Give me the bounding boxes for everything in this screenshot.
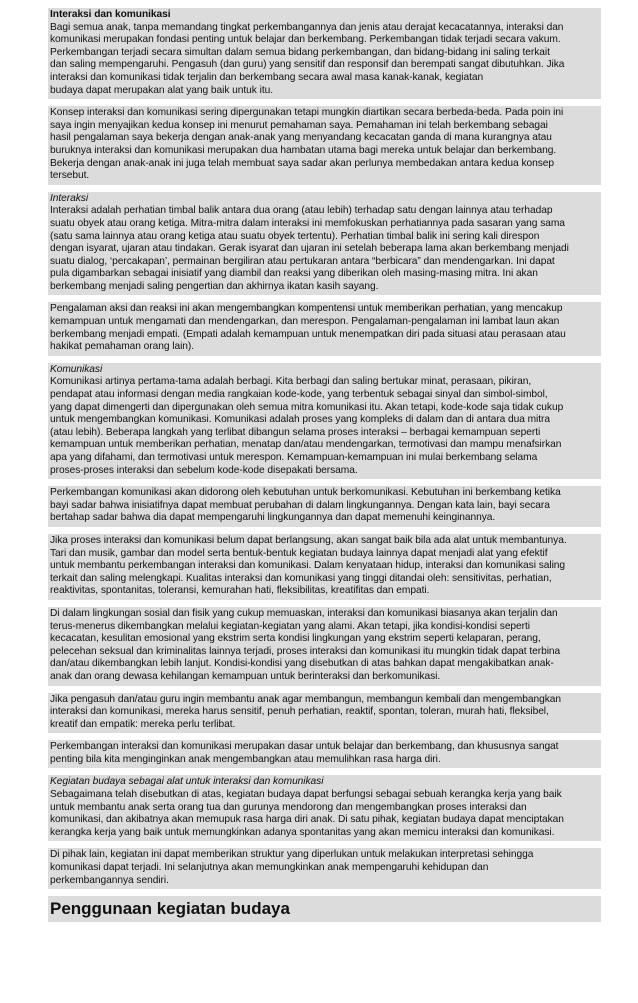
paragraph: Jika proses interaksi dan komunikasi belum dapat berlangsung, akan sangat baik bila ada alat untuk membantunya. Tari dan musik, gambar dan model serta bentuk-bentuk kegiatan budaya lainnya dapat menjadi alat yang efektif untuk membantu perkembangan interaksi dan komunikasi. Dalam kenyataan hidup, interaksi dan komunikasi saling terkait dan saling melengkapi. Kualitas interaksi dan komunikasi yang tinggi ditandai oleh: sensitivitas, perhatian, reaktivitas, spontanitas, toleransi, kemurahan hati, fleksibilitas, kreatifitas dan empati.: [48, 534, 601, 600]
paragraph: Interaksi adalah perhatian timbal balik antara dua orang (atau lebih) terhadap satu dengan lainnya atau terhadap suatu obyek atau orang ketiga. Mitra-mitra dalam interaksi ini memfokuskan perhatiannya pada sasaran yang sama (satu sama lainnya atau orang ketiga atau suatu obyek tertentu). Perhatian timbal balik ini sering kali direspon dengan isyarat, ujaran atau tindakan. Gerak isyarat dan ujaran ini setelah beberapa lama akan berkembang menjadi suatu dialog, ‘percakapan’, permainan bergiliran atau pertukaran antara “berbicara” dan mendengarkan. Ini dapat pula digambarkan sebagai inisiatif yang diambil dan reaksi yang diberikan oleh masing-masing mitra. Ini akan berkembang menjadi saling pengertian dan akhirnya ikatan kasih sayang.: [50, 205, 569, 292]
paragraph-gap: [48, 686, 601, 693]
section-kegiatan-budaya: [48, 775, 601, 841]
paragraph-gap: [48, 185, 601, 192]
paragraph: Perkembangan interaksi dan komunikasi merupakan dasar untuk belajar dan berkembang, dan khususnya sangat penting bila kita menginginkan anak mengembangkan atau memulihkan rasa harga diri.: [48, 740, 601, 768]
paragraph: Konsep interaksi dan komunikasi sering dipergunakan tetapi mungkin diartikan secara berbeda-beda. Pada poin ini saya ingin menyajikan kedua konsep ini menurut pemahaman saya. Pemahaman ini telah berkembang sebagai hasil pengalaman saya bekerja dengan anak-anak yang menyandang kecacatan ganda di mana kurangnya atau buruknya interaksi dan komunikasi merupakan dua hambatan utama bagi mereka untuk belajar dan berkembang. Bekerja dengan anak-anak ini juga telah membuat saya sadar akan perlunya membedakan antara kedua konsep tersebut.: [48, 106, 601, 185]
paragraph-gap: [48, 768, 601, 775]
paragraph-gap: [48, 527, 601, 534]
paragraph: Di pihak lain, kegiatan ini dapat memberikan struktur yang diperlukan untuk melakukan interpretasi sehingga komunikasi dapat terjadi. Ini selanjutnya akan memungkinkan anak mempengaruhi kehidupan dan perkembangannya sendiri.: [48, 848, 601, 889]
section-title: Interaksi dan komunikasi: [50, 9, 171, 20]
section-heading: Penggunaan kegiatan budaya: [48, 896, 601, 922]
paragraph-gap: [48, 99, 601, 106]
section-interaksi-komunikasi: [48, 8, 601, 99]
subsection-title: Kegiatan budaya sebagai alat untuk interaksi dan komunikasi: [50, 776, 324, 788]
paragraph: Pengalaman aksi dan reaksi ini akan mengembangkan kompentensi untuk memberikan perhatian, yang mencakup kemampuan untuk mengamati dan mendengarkan, dan merespon. Pengalaman-pengalaman ini lambat laun akan berkembang menjadi empati. (Empati adalah kemampuan untuk menempatkan diri pada situasi atau perasaan atau hakikat pemahaman orang lain).: [48, 302, 601, 355]
paragraph-gap: [48, 479, 601, 486]
document-page: [48, 8, 601, 922]
subsection-title: Komunikasi: [50, 363, 103, 375]
subsection-title: Interaksi: [50, 192, 89, 204]
paragraph: Sebagaimana telah disebutkan di atas, kegiatan budaya dapat berfungsi sebagai sebuah kerangka kerja yang baik untuk membantu anak serta orang tua dan gurunya mendorong dan mengembangkan proses interaksi dan komunikasi, dan akibatnya akan memupuk rasa harga diri anak. Di satu pihak, kegiatan budaya dapat menciptakan kerangka kerja yang baik untuk memungkinkan adanya spontanitas yang akan memicu interaksi dan komunikasi.: [50, 789, 564, 838]
paragraph: Bagi semua anak, tanpa memandang tingkat perkembangannya dan jenis atau derajat kecacatannya, interaksi dan komunikasi merupakan fondasi penting untuk belajar dan berkembang. Perkembangan tidak terjadi secara vakum. Perkembangan terjadi secara simultan dalam semua bidang perkembangan, dan bidang-bidang ini saling terkait dan saling mempengaruhi. Pengasuh (dan guru) yang sensitif dan responsif dan berempati sangat dibutuhkan. Jika interaksi dan komunikasi tidak terjalin dan berkembang secara awal masa kanak-kanak, kegiatan budaya dapat merupakan alat yang baik untuk itu.: [50, 21, 565, 96]
paragraph-gap: [48, 841, 601, 848]
paragraph: Di dalam lingkungan sosial dan fisik yang cukup memuaskan, interaksi dan komunikasi biasanya akan terjalin dan terus-menerus dikembangkan melalui kegiatan-kegiatan yang alami. Akan tetapi, jika kondisi-kondisi seperti kecacatan, kesulitan emosional yang ekstrim serta kondisi lingkungan yang ekstrim seperti kelaparan, perang, pelecehan seksual dan kriminalitas lainnya terjadi, proses interaksi dan komunikasi itu mungkin tidak dapat terbina dan/atau dikembangkan lebih lanjut. Kondisi-kondisi yang disebutkan di atas bahkan dapat mengakibatkan anak- anak dan orang dewasa kehilangan kemampuan untuk berinteraksi dan berkomunikasi.: [48, 607, 601, 686]
paragraph: Jika pengasuh dan/atau guru ingin membantu anak agar membangun, membangun kembali dan mengembangkan interaksi dan komunikasi, mereka harus sensitif, penuh perhatian, reaktif, spontan, toleran, murah hati, fleksibel, kreatif dan empatik: mereka perlu terlibat.: [48, 693, 601, 734]
section-interaksi: [48, 192, 601, 296]
paragraph: Komunikasi artinya pertama-tama adalah berbagi. Kita berbagi dan saling bertukar minat, perasaan, pikiran, pendapat atau informasi dengan media rangkaian kode-kode, yang terbentuk sebagai sinyal dan simbol-simbol, yang dapat dimengerti dan dipergunakan oleh semua mitra komunikasi itu. Akan tetapi, kode-kode saja tidak cukup untuk mengembangkan komunikasi. Komunikasi adalah proses yang kompleks di dalam dan di antara dua mitra (atau lebih). Beberapa langkah yang terlibat dibangun selama proses interaksi – berbagai kemampuan seperti kemampuan untuk memberikan perhatian, menatap dan/atau mendengarkan, termotivasi dan mampu menafsirkan apa yang difahami, dan termotivasi untuk merespon. Kemampuan-kemampuan ini mulai berkembang selama proses-proses interaksi dan sebelum kode-kode disepakati bersama.: [50, 376, 564, 476]
paragraph-gap: [48, 600, 601, 607]
section-komunikasi: [48, 363, 601, 479]
paragraph-gap: [48, 356, 601, 363]
paragraph-gap: [48, 295, 601, 302]
paragraph: Perkembangan komunikasi akan didorong oleh kebutuhan untuk berkomunikasi. Kebutuhan ini berkembang ketika bayi sadar bahwa inisiatifnya dapat membuat perubahan di dalam lingkungannya. Dengan kata lain, bayi secara bertahap sadar bahwa dia dapat mempengaruhi lingkungannya dan dapat memenuhi keinginannya.: [48, 486, 601, 527]
paragraph-gap: [48, 733, 601, 740]
